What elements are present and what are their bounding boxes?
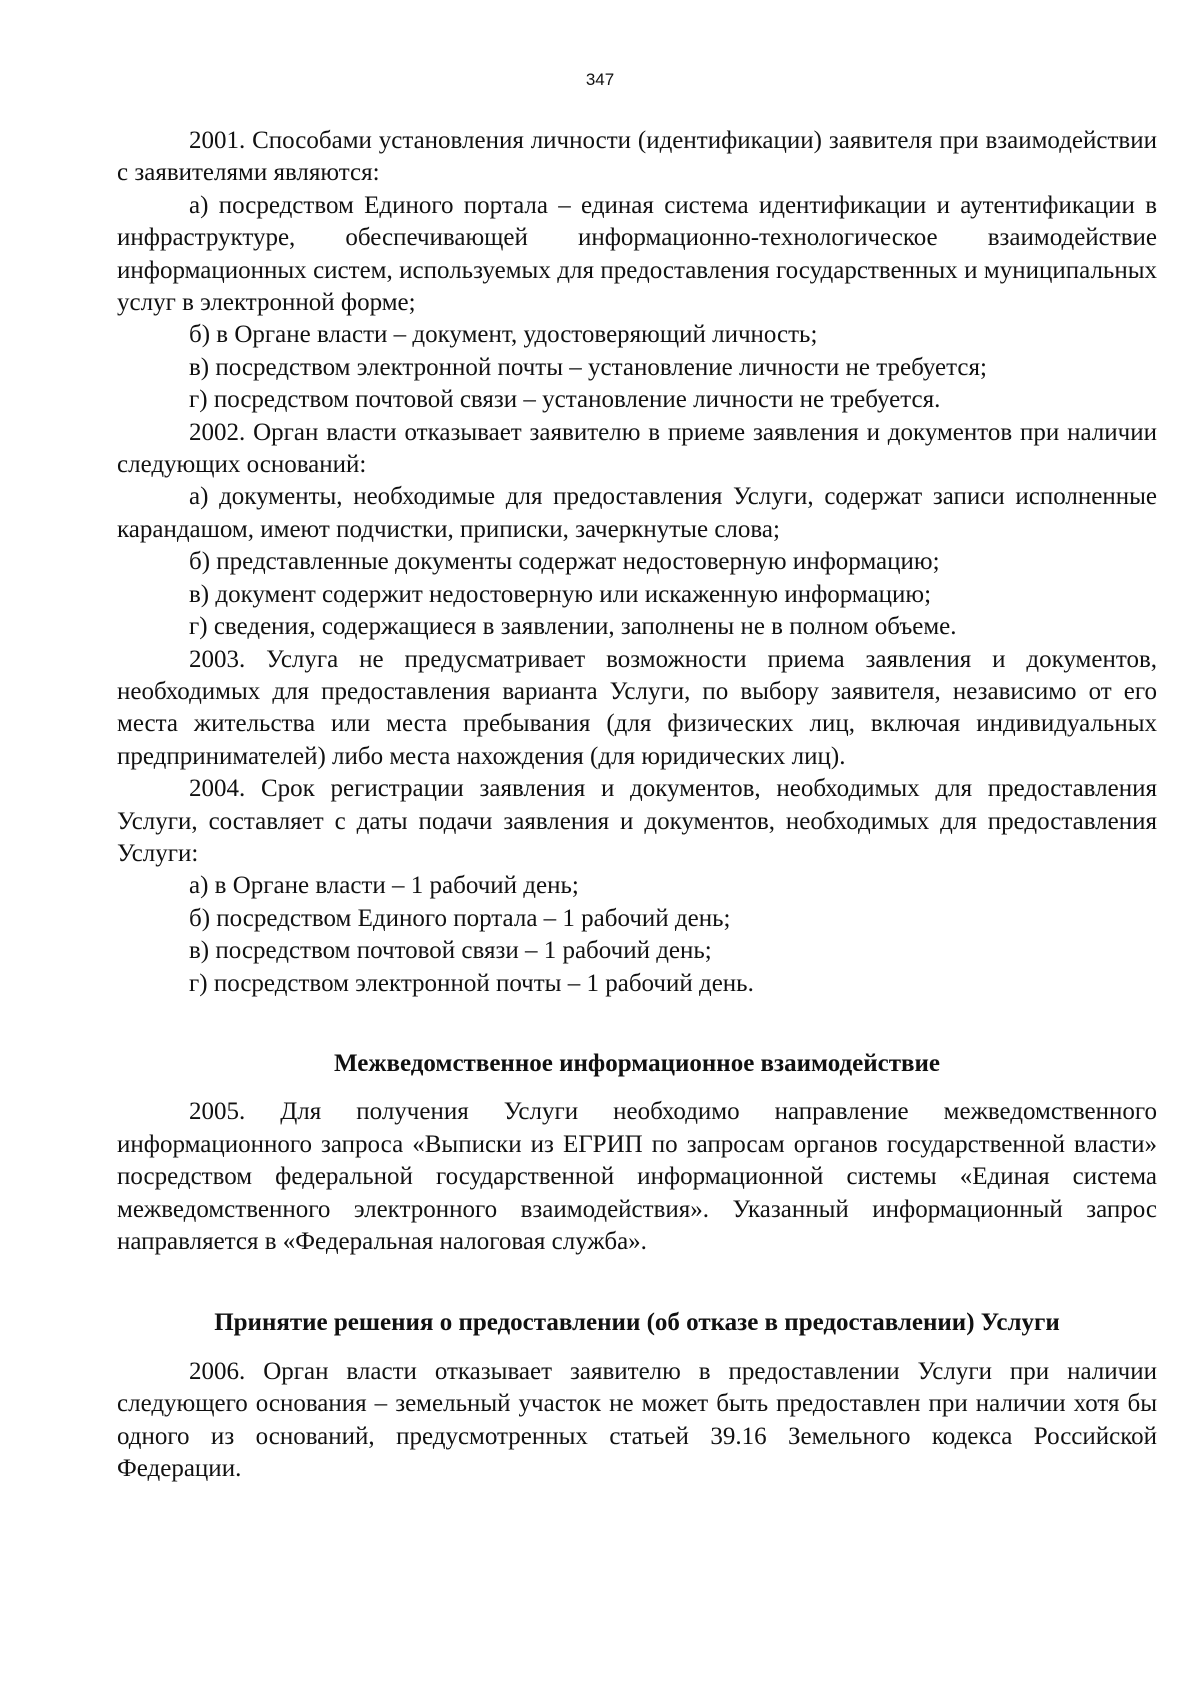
paragraph-2004-g: г) посредством электронной почты – 1 рабочий день. [189,969,754,997]
paragraph-2004: 2004. Срок регистрации заявления и документов, необходимых для предоставления Услуги, составляет с даты подачи заявления и документов, необходимых для предоставления Услуги: [117,775,1157,867]
paragraph-2004-a: а) в Органе власти – 1 рабочий день; [189,872,579,900]
paragraph-2001-g: г) посредством почтовой связи – установление личности не требуется. [189,386,941,414]
paragraph-2002: 2002. Орган власти отказывает заявителю в приеме заявления и документов при наличии следующих оснований: [117,418,1157,479]
paragraph-2002-b: б) представленные документы содержат недостоверную информацию; [189,548,940,576]
document-body [117,125,1157,1485]
paragraph-2002-v: в) документ содержит недостоверную или искаженную информацию; [189,580,932,608]
paragraph-2004-b: б) посредством Единого портала – 1 рабочий день; [189,904,731,932]
paragraph-2003: 2003. Услуга не предусматривает возможности приема заявления и документов, необходимых для предоставления варианта Услуги, по выбору заявителя, независимо от его места жительства или места пребывания (для физических лиц, включая индивидуальных предпринимателей) либо места нахождения (для юридических лиц). [117,645,1157,770]
paragraph-2001-v: в) посредством электронной почты – установление личности не требуется; [189,353,987,381]
paragraph-2004-v: в) посредством почтовой связи – 1 рабочий день; [189,937,712,965]
paragraph-2001-a: а) посредством Единого портала – единая система идентификации и аутентификации в инфраструктуре, обеспечивающей информационно-технологическое взаимодействие информационных систем, используемых для предоставления государственных и муниципальных услуг в электронной форме; [117,191,1157,317]
section-heading-interagency: Межведомственное информационное взаимодействие [334,1049,940,1077]
paragraph-2002-a: а) документы, необходимые для предоставления Услуги, содержат записи исполненные карандашом, имеют подчистки, приписки, зачеркнутые слова; [117,483,1157,543]
paragraph-2002-g: г) сведения, содержащиеся в заявлении, заполнены не в полном объеме. [189,613,957,641]
paragraph-2001: 2001. Способами установления личности (идентификации) заявителя при взаимодействии с заявителями являются: [117,127,1157,187]
section-heading-decision: Принятие решения о предоставлении (об отказе в предоставлении) Услуги [214,1309,1060,1337]
paragraph-2006: 2006. Орган власти отказывает заявителю в предоставлении Услуги при наличии следующего основания – земельный участок не может быть предоставлен при наличии хотя бы одного из оснований, предусмотренных статьей 39.16 Земельного кодекса Российской Федерации. [117,1357,1157,1483]
paragraph-2001-b: б) в Органе власти – документ, удостоверяющий личность; [189,321,818,349]
page-number: 347 [585,70,615,89]
paragraph-2005: 2005. Для получения Услуги необходимо направление межведомственного информационного запроса «Выписки из ЕГРИП по запросам органов государственной власти» посредством федеральной государственной информационной системы «Единая система межведомственного электронного взаимодействия». Указанный информационный запрос направляется в «Федеральная налоговая служба». [117,1098,1157,1255]
